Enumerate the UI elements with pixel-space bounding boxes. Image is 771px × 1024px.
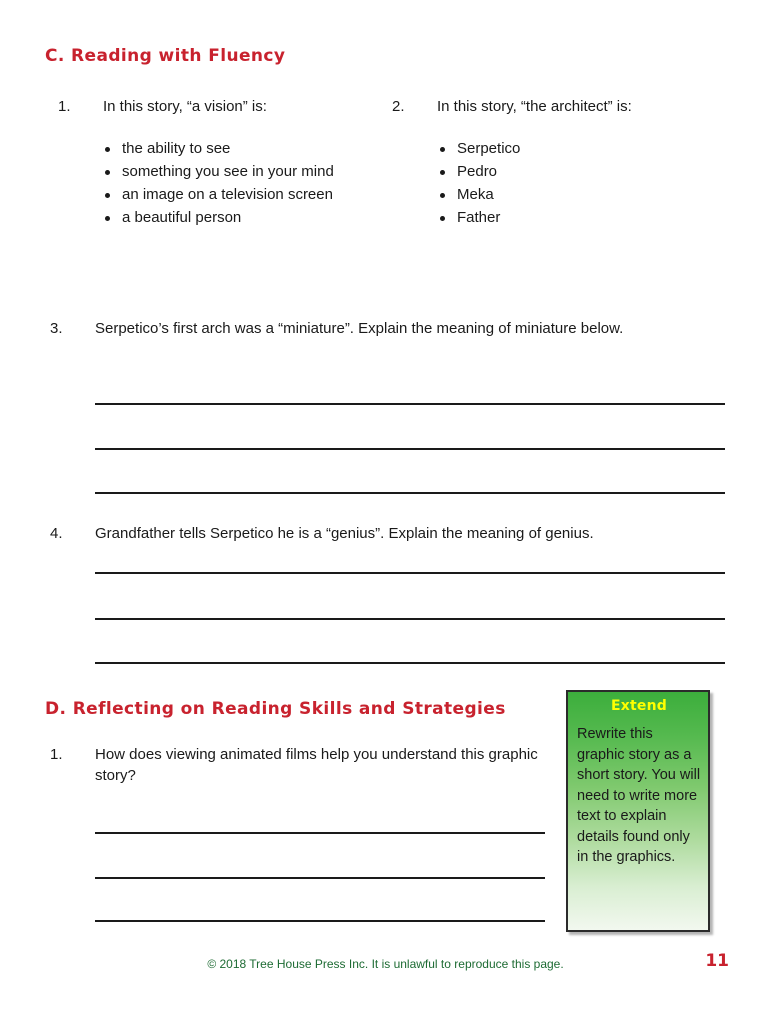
- question-c2-choice-list: [437, 138, 687, 230]
- question-c2-text: In this story, “the architect” is:: [437, 98, 632, 115]
- answer-line[interactable]: [95, 877, 545, 879]
- extend-title: Extend: [611, 698, 667, 714]
- choice-option[interactable]: a beautiful person: [102, 207, 362, 229]
- answer-line[interactable]: [95, 618, 725, 620]
- question-c3-text: Serpetico’s first arch was a “miniature”. Explain the meaning of miniature below.: [95, 320, 624, 337]
- question-c4: [50, 523, 750, 544]
- footer-copyright: © 2018 Tree House Press Inc. It is unlawful to reproduce this page.: [207, 957, 564, 971]
- answer-line[interactable]: [95, 448, 725, 450]
- question-c3-number: 3.: [50, 320, 63, 337]
- question-c2: [392, 96, 722, 117]
- question-d1: [50, 744, 550, 786]
- question-d1-number: 1.: [50, 746, 63, 763]
- question-c1-number: 1.: [58, 98, 71, 115]
- choice-option[interactable]: Meka: [437, 184, 687, 206]
- answer-line[interactable]: [95, 662, 725, 664]
- answer-line[interactable]: [95, 832, 545, 834]
- question-d1-text: How does viewing animated films help you understand this graphic story?: [95, 746, 538, 784]
- choice-option[interactable]: Father: [437, 207, 687, 229]
- extend-callout-box: [566, 690, 710, 932]
- question-c1-choice-list: [102, 138, 362, 230]
- section-d-heading: D. Reflecting on Reading Skills and Strategies: [45, 699, 506, 719]
- question-c4-number: 4.: [50, 525, 63, 542]
- choice-option[interactable]: something you see in your mind: [102, 161, 362, 183]
- choice-option[interactable]: the ability to see: [102, 138, 362, 160]
- choice-option[interactable]: Serpetico: [437, 138, 687, 160]
- question-c2-number: 2.: [392, 98, 405, 115]
- choice-option[interactable]: an image on a television screen: [102, 184, 362, 206]
- page-number: 11: [705, 951, 729, 971]
- question-c1: [58, 96, 368, 117]
- answer-line[interactable]: [95, 403, 725, 405]
- answer-line[interactable]: [95, 492, 725, 494]
- question-c3: [50, 318, 740, 339]
- answer-line[interactable]: [95, 572, 725, 574]
- section-c-heading: C. Reading with Fluency: [45, 46, 286, 66]
- choice-option[interactable]: Pedro: [437, 161, 687, 183]
- question-c1-text: In this story, “a vision” is:: [103, 98, 267, 115]
- question-c4-text: Grandfather tells Serpetico he is a “genius”. Explain the meaning of genius.: [95, 525, 594, 542]
- extend-body-text: Rewrite this graphic story as a short story. You will need to write more text to explain details found only in the graphics.: [577, 726, 701, 865]
- answer-line[interactable]: [95, 920, 545, 922]
